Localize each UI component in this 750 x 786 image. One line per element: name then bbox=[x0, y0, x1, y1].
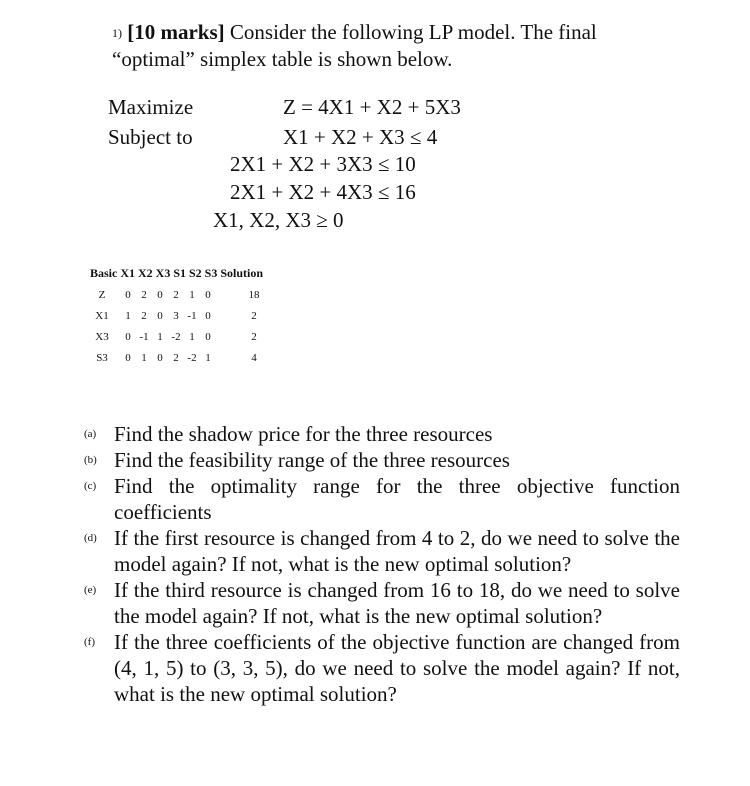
objective-function: Z = 4X1 + X2 + 5X3 bbox=[283, 95, 461, 119]
row-basic: X3 bbox=[95, 331, 109, 343]
simplex-table-header: Basic X1 X2 X3 S1 S2 S3 Solution bbox=[90, 266, 264, 280]
solution-cell: 18 bbox=[248, 289, 260, 301]
cell: 2 bbox=[173, 289, 179, 301]
cell: 0 bbox=[205, 289, 211, 301]
cell: 1 bbox=[157, 331, 163, 343]
row-basic: S3 bbox=[96, 352, 108, 364]
table-row bbox=[90, 310, 280, 326]
part-b bbox=[84, 447, 680, 473]
cell: -1 bbox=[187, 310, 197, 322]
table-row bbox=[90, 352, 280, 368]
cell: 0 bbox=[125, 331, 131, 343]
solution-cell: 4 bbox=[251, 352, 257, 364]
cell: -2 bbox=[187, 352, 197, 364]
cell: 1 bbox=[189, 331, 195, 343]
cell: 1 bbox=[125, 310, 131, 322]
part-label: (e) bbox=[84, 584, 97, 596]
cell: 2 bbox=[141, 310, 147, 322]
part-text: Find the feasibility range of the three resources bbox=[114, 448, 510, 472]
part-a bbox=[84, 421, 680, 447]
constraint-2: 2X1 + X2 + 3X3 ≤ 10 bbox=[230, 152, 416, 176]
subject-to-label: Subject to bbox=[108, 125, 193, 149]
cell: 0 bbox=[157, 352, 163, 364]
part-label: (c) bbox=[84, 480, 97, 492]
maximize-label: Maximize bbox=[108, 95, 194, 119]
solution-cell: 2 bbox=[251, 310, 257, 322]
part-text: Find the optimality range for the three objective function coefficients bbox=[114, 474, 680, 524]
cell: 0 bbox=[125, 289, 131, 301]
table-row bbox=[90, 331, 280, 347]
part-label: (f) bbox=[84, 636, 95, 648]
cell: 1 bbox=[205, 352, 211, 364]
table-row bbox=[90, 289, 280, 305]
cell: 0 bbox=[205, 331, 211, 343]
cell: 0 bbox=[125, 352, 131, 364]
solution-cell: 2 bbox=[251, 331, 257, 343]
parts-list bbox=[84, 421, 680, 707]
cell: -1 bbox=[139, 331, 149, 343]
question-marks: [10 marks] bbox=[127, 20, 225, 44]
question-number: 1) bbox=[112, 26, 122, 40]
part-e bbox=[84, 577, 680, 629]
part-label: (a) bbox=[84, 428, 97, 440]
part-f bbox=[84, 629, 680, 707]
part-text: If the first resource is changed from 4 to 2, do we need to solve the model again? If not, what is the new optimal solution? bbox=[114, 526, 680, 576]
part-c bbox=[84, 473, 680, 525]
cell: 0 bbox=[157, 310, 163, 322]
cell: -2 bbox=[171, 331, 181, 343]
constraint-3: 2X1 + X2 + 4X3 ≤ 16 bbox=[230, 180, 416, 204]
row-basic: X1 bbox=[95, 310, 109, 322]
part-label: (b) bbox=[84, 454, 97, 466]
question-intro-line2: “optimal” simplex table is shown below. bbox=[112, 47, 453, 71]
part-text: Find the shadow price for the three resources bbox=[114, 422, 493, 446]
part-d bbox=[84, 525, 680, 577]
cell: 1 bbox=[189, 289, 195, 301]
cell: 3 bbox=[173, 310, 179, 322]
part-text: If the third resource is changed from 16 to 18, do we need to solve the model again? If not, what is the new optimal solution? bbox=[114, 578, 680, 628]
part-label: (d) bbox=[84, 532, 97, 544]
cell: 0 bbox=[157, 289, 163, 301]
row-basic: Z bbox=[98, 289, 106, 301]
question-intro-line1: Consider the following LP model. The final bbox=[229, 20, 597, 44]
part-text: If the three coefficients of the objective function are changed from (4, 1, 5) to (3, 3, 5), do we need to solve the model again? If not, what is the new optimal solution? bbox=[114, 630, 680, 706]
question-header bbox=[112, 20, 597, 45]
cell: 0 bbox=[205, 310, 211, 322]
constraint-1: X1 + X2 + X3 ≤ 4 bbox=[283, 125, 438, 149]
nonnegativity-constraint: X1, X2, X3 ≥ 0 bbox=[213, 208, 344, 232]
cell: 2 bbox=[141, 289, 147, 301]
cell: 1 bbox=[141, 352, 147, 364]
cell: 2 bbox=[173, 352, 179, 364]
